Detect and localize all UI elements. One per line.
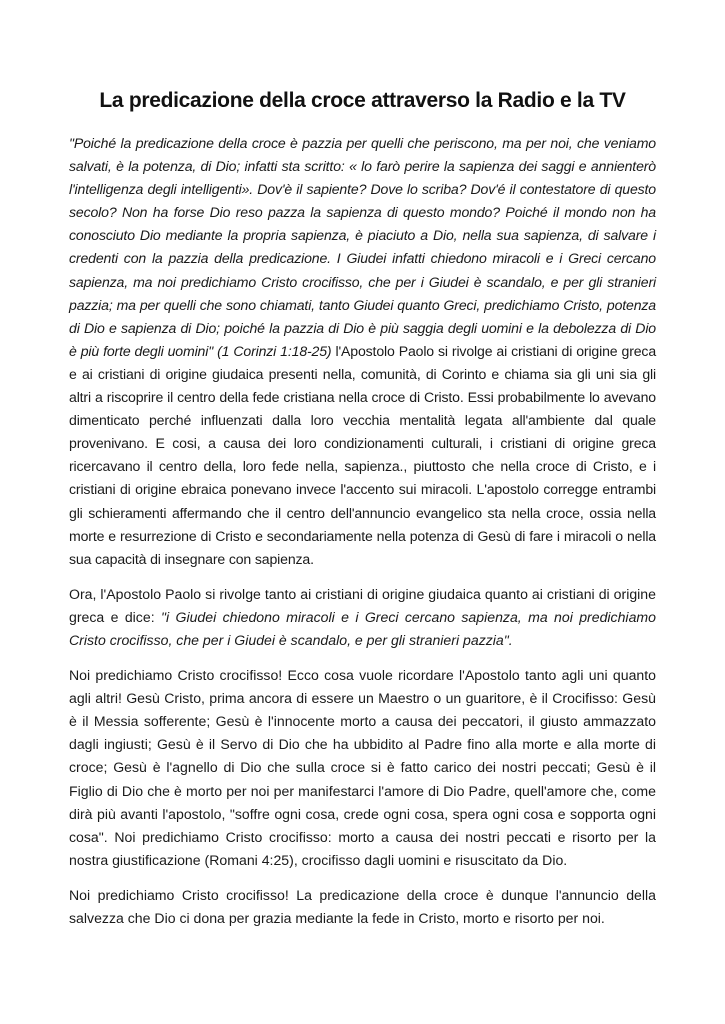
paragraph-1 — [69, 132, 656, 571]
paragraph-4: Noi predichiamo Cristo crocifisso! La predicazione della croce è dunque l'annuncio della salvezza che Dio ci dona per grazia mediante la fede in Cristo, morto e risorto per noi. — [69, 886, 656, 926]
paragraph-2 — [69, 583, 656, 652]
paragraph-1-body: l'Apostolo Paolo si rivolge ai cristiani di origine greca e ai cristiani di origine giudaica presenti nella, comunità, di Corinto e chiama sia gli uni sia gli altri a riscoprire il centro della fede cristiana nella croce di Cristo. Essi probabilmente lo avevano dimenticato perché influenzati dalla loro vecchia mentalità legata all'ambiente dal quale provenivano. E cosi, a causa dei loro condizionamenti culturali, i cristiani di origine greca ricercavano il centro della, loro fede nella, sapienza., piuttosto che nella croce di Cristo, e i cristiani di origine ebraica ponevano invece l'accento sui miracoli. L'apostolo corregge entrambi gli schieramenti affermando che il centro dell'annuncio evangelico sta nella croce, ossia nella morte e resurrezione di Cristo e secondariamente nella potenza di Gesù di fare i miracoli o nella sua capacità di insegnare con sapienza. — [69, 342, 657, 567]
scripture-quote-corinthians: "Poiché la predicazione della croce è pazzia per quelli che periscono, ma per noi, che veniamo salvati, è la potenza, di Dio; infatti sta scritto: « lo farò perire la sapienza dei saggi e annienterò l'intelligenza degli intelligenti». Dov'è il sapiente? Dove lo scriba? Dov'é il contestatore di questo secolo? Non ha forse Dio reso pazza la sapienza di questo mondo? Poiché il mondo non ha conosciuto Dio mediante la propria sapienza, è piaciuto a Dio, nella sua sapienza, di salvare i credenti con la pazzia della predicazione. I Giudei infatti chiedono miracoli e i Greci cercano sapienza, ma noi predichiamo Cristo crocifisso, che per i Giudei è scandalo, e per gli stranieri pazzia; ma per quelli che sono chiamati, tanto Giudei quanto Greci, predichiamo Cristo, potenza di Dio e sapienza di Dio; poiché la pazzia di Dio è più saggia degli uomini e la debolezza di Dio è più forte degli uomini" (1 Corinzi 1:18-25) — [69, 135, 656, 359]
scripture-quote-inline: "i Giudei chiedono miracoli e i Greci cercano sapienza, ma noi predichiamo Cristo crocifisso, che per i Giudei è scandalo, e per gli stranieri pazzia". — [69, 608, 656, 648]
paragraph-3: Noi predichiamo Cristo crocifisso! Ecco cosa vuole ricordare l'Apostolo tanto agli uni quanto agli altri! Gesù Cristo, prima ancora di essere un Maestro o un guaritore, è il Crocifisso: Gesù è il Messia sofferente; Gesù è l'innocente morto a causa dei peccatori, il giusto ammazzato dagli ingiusti; Gesù è il Servo di Dio che ha ubbidito al Padre fino alla morte e alla morte di croce; Gesù è l'agnello di Dio che sulla croce si è fatto carico dei nostri peccati; Gesù è il Figlio di Dio che è morto per noi per manifestarci l'amore di Dio Padre, quell'amore che, come dirà più avanti l'apostolo, "soffre ogni cosa, crede ogni cosa, spera ogni cosa e sopporta ogni cosa". Noi predichiamo Cristo crocifisso: morto a causa dei nostri peccati e risorto per la nostra giustificazione (Romani 4:25), crocifisso dagli uomini e risuscitato da Dio. — [69, 667, 656, 868]
document-page — [69, 86, 656, 942]
page-title: La predicazione della croce attraverso la Radio e la TV — [99, 89, 626, 112]
paragraph-2-body: Ora, l'Apostolo Paolo si rivolge tanto ai cristiani di origine giudaica quanto ai cristiani di origine greca e dice: — [69, 585, 656, 625]
